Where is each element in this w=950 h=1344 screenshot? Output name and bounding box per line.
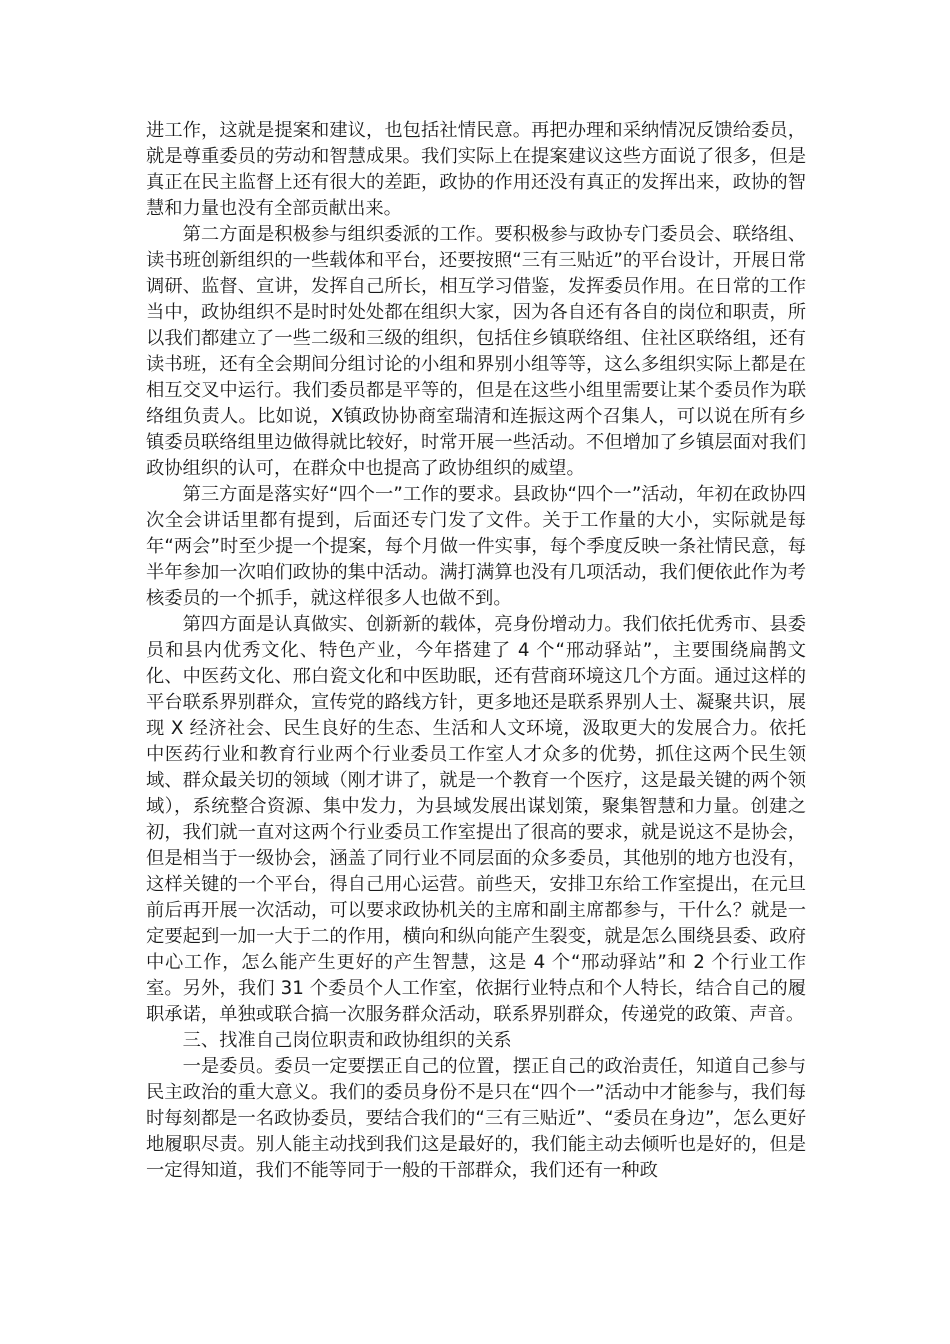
paragraph-fourth-aspect: 第四方面是认真做实、创新新的载体，亮身份增动力。我们依托优秀市、县委员和县内优秀文化、特色产业，今年搭建了 4 个“邢动驿站”，主要围绕扁鹊文化、中医药文化、邢白瓷文化和中医助眠，还有营商环境这几个方面。通过这样的平台联系界别群众，宣传党的路线方针，更多地还是联系界别人士、凝聚共识，展现 X 经济社会、民生良好的生态、生活和人文环境，汲取更大的发展合力。依托中医药行业和教育行业两个行业委员工作室人才众多的优势，抓住这两个民生领域、群众最关切的领域（刚才讲了，就是一个教育一个医疗，这是最关键的两个领域），系统整合资源、集中发力，为县域发展出谋划策，聚集智慧和力量。创建之初，我们就一直对这两个行业委员工作室提出了很高的要求，就是说这不是协会，但是相当于一级协会，涵盖了同行业不同层面的众多委员，其他别的地方也没有，这样关键的一个平台，得自己用心运营。前些天，安排卫东给工作室提出，在元旦前后再开展一次活动，可以要求政协机关的主席和副主席都参与，干什么？就是一定要起到一加一大于二的作用，横向和纵向能产生裂变，就是怎么围绕县委、政府中心工作，怎么能产生更好的产生智慧，这是 4 个“邢动驿站”和 2 个行业工作室。另外，我们 31 个委员个人工作室，依据行业特点和个人特长，结合自己的履职承诺，单独或联合搞一次服务群众活动，联系界别群众，传递党的政策、声音。 xyxy=(146,614,806,1025)
paragraph-members: 一是委员。委员一定要摆正自己的位置，摆正自己的政治责任，知道自己参与民主政治的重大意义。我们的委员身份不是只在“四个一”活动中才能参与，我们每时每刻都是一名政协委员，要结合我们的“三有三贴近”、“委员在身边”，怎么更好地履职尽责。别人能主动找到我们这是最好的，我们能主动去倾听也是好的，但是一定得知道，我们不能等同于一般的干部群众，我们还有一种政 xyxy=(146,1056,806,1181)
paragraph-third-aspect: 第三方面是落实好“四个一”工作的要求。县政协“四个一”活动，年初在政协四次全会讲话里都有提到，后面还专门发了文件。关于工作量的大小，实际就是每年“两会”时至少提一个提案，每个月做一件实事，每个季度反映一条社情民意，每半年参加一次咱们政协的集中活动。满打满算也没有几项活动，我们便依此作为考核委员的一个抓手，就这样很多人也做不到。 xyxy=(146,484,806,609)
section-heading: 三、找准自己岗位职责和政协组织的关系 xyxy=(182,1030,512,1051)
paragraph-continuation: 进工作，这就是提案和建议，也包括社情民意。再把办理和采纳情况反馈给委员，就是尊重委员的劳动和智慧成果。我们实际上在提案建议这些方面说了很多，但是真正在民主监督上还有很大的差距，政协的作用还没有真正的发挥出来，政协的智慧和力量也没有全部贡献出来。 xyxy=(146,120,806,219)
paragraph-second-aspect: 第二方面是积极参与组织委派的工作。要积极参与政协专门委员会、联络组、读书班创新组织的一些载体和平台，还要按照“三有三贴近”的平台设计，开展日常调研、监督、宣讲，发挥自己所长，相互学习借鉴，发挥委员作用。在日常的工作当中，政协组织不是时时处处都在组织大家，因为各自还有各自的岗位和职责，所以我们都建立了一些二级和三级的组织，包括住乡镇联络组、住社区联络组，还有读书班，还有全会期间分组讨论的小组和界别小组等等，这么多组织实际上都是在相互交叉中运行。我们委员都是平等的，但是在这些小组里需要让某个委员作为联络组负责人。比如说，X镇政协协商室瑞清和连振这两个召集人，可以说在所有乡镇委员联络组里边做得就比较好，时常开展一些活动。不但增加了乡镇层面对我们政协组织的认可，在群众中也提高了政协组织的威望。 xyxy=(146,224,806,479)
document-body xyxy=(146,118,806,1184)
